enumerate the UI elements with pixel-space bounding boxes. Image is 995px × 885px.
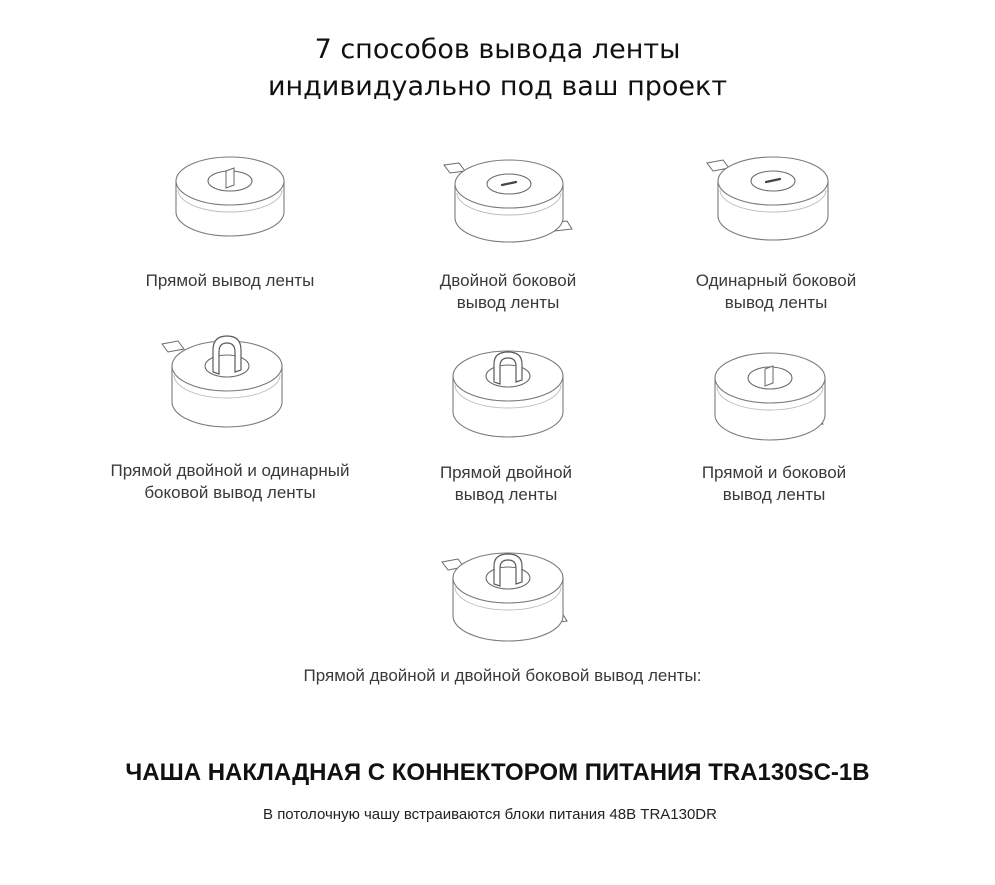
variant-caption-4: Прямой двойной и одинарный боковой вывод ленты (110, 461, 350, 502)
spool-straight-exit-icon (170, 148, 290, 248)
page-heading (0, 31, 995, 105)
variant-caption-2: Двойной боковой вывод ленты (439, 271, 577, 312)
variant-caption-5: Прямой двойной вывод ленты (439, 463, 573, 504)
spool-double-side-exit-icon (441, 152, 576, 252)
spool-straight-and-side-exit-icon (710, 343, 840, 448)
heading-line-2: индивидуально под ваш проект (267, 71, 728, 102)
spool-straight-double-exit-icon (448, 340, 568, 445)
spool-single-side-exit-icon (705, 150, 835, 250)
variant-caption-3: Одинарный боковой вывод ленты (695, 271, 857, 312)
spool-straight-double-double-side-exit-icon (440, 540, 575, 650)
heading-line-1: 7 способов вывода ленты (314, 34, 681, 65)
product-title: ЧАША НАКЛАДНАЯ С КОННЕКТОРОМ ПИТАНИЯ TRA130SC-1B (125, 759, 870, 786)
variant-caption-1: Прямой вывод ленты (145, 271, 315, 290)
variant-caption-6: Прямой и боковой вывод ленты (701, 463, 847, 504)
product-subtitle: В потолочную чашу встраиваются блоки питания 48В TRA130DR (263, 806, 717, 823)
spool-straight-double-single-side-exit-icon (160, 330, 290, 435)
variant-caption-7: Прямой двойной и двойной боковой вывод ленты: (303, 666, 702, 685)
